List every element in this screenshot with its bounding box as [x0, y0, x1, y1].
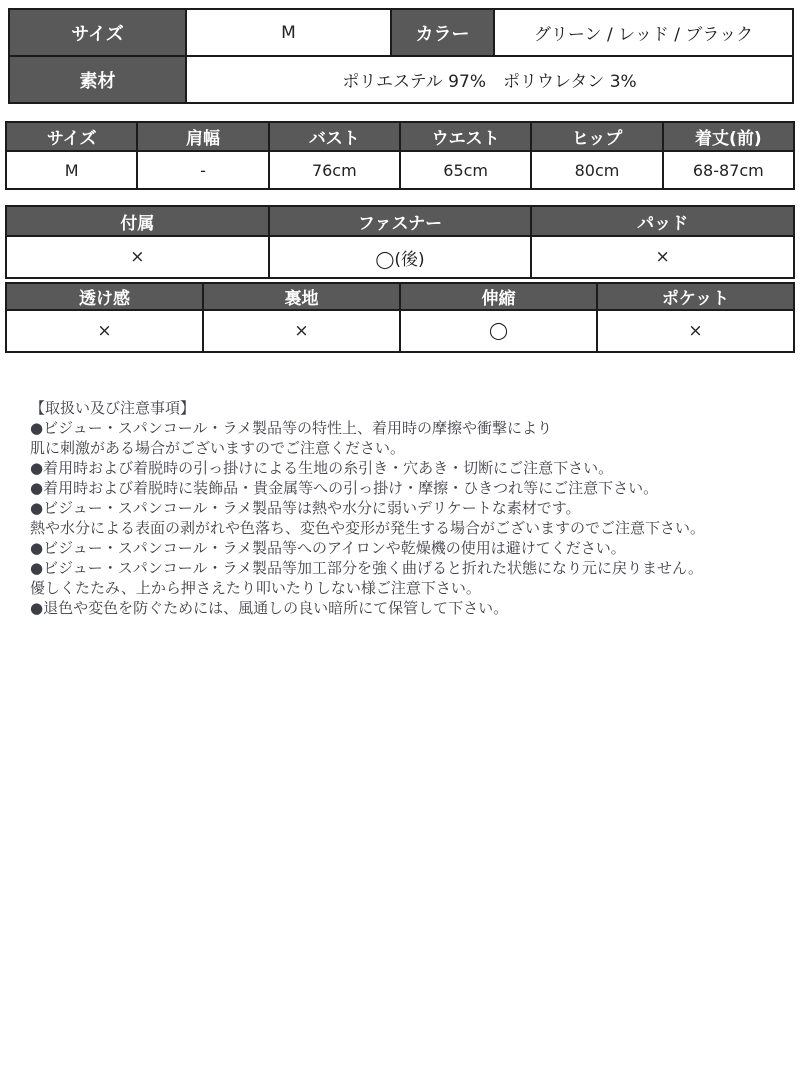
- care-note-line: 肌に刺激がある場合がございますのでご注意ください。: [30, 439, 406, 457]
- measurements-header-shoulder: 肩幅: [137, 122, 268, 151]
- features2-header-row: [6, 283, 794, 310]
- color-label: カラー: [391, 9, 494, 56]
- size-value: M: [186, 9, 391, 56]
- care-notes-title: 【取扱い及び注意事項】: [30, 399, 196, 417]
- material-value: ポリエステル 97% ポリウレタン 3%: [186, 56, 793, 103]
- measurements-value-hip: 80cm: [531, 151, 662, 189]
- features1-header-accessory: 付属: [6, 206, 269, 236]
- features2-header-stretch: 伸縮: [400, 283, 597, 310]
- features1-header-fastener: ファスナー: [269, 206, 532, 236]
- measurements-value-length: 68-87cm: [663, 151, 794, 189]
- care-note-line: ●着用時および着脱時に装飾品・貴金属等への引っ掛け・摩擦・ひきつれ等にご注意下さい。: [30, 479, 659, 497]
- care-note-line: ●退色や変色を防ぐためには、風通しの良い暗所にて保管して下さい。: [30, 599, 509, 617]
- measurements-value-shoulder: -: [137, 151, 268, 189]
- features2-header-pocket: ポケット: [597, 283, 794, 310]
- measurements-table: [5, 121, 795, 190]
- care-note-line: ●ビジュー・スパンコール・ラメ製品等へのアイロンや乾燥機の使用は避けてください。: [30, 539, 626, 557]
- measurements-header-length: 着丈(前): [663, 122, 794, 151]
- measurements-value-row: [6, 151, 794, 189]
- care-note-line: 優しくたたみ、上から押さえたり叩いたりしない様ご注意下さい。: [30, 579, 481, 597]
- features1-header-pad: パッド: [531, 206, 794, 236]
- measurements-value-size: M: [6, 151, 137, 189]
- material-label: 素材: [9, 56, 186, 103]
- features2-value-pocket: ×: [597, 310, 794, 352]
- measurements-value-waist: 65cm: [400, 151, 531, 189]
- size-label: サイズ: [9, 9, 186, 56]
- measurements-header-row: [6, 122, 794, 151]
- care-note-line: ●ビジュー・スパンコール・ラメ製品等加工部分を強く曲げると折れた状態になり元に戻りません。: [30, 559, 703, 577]
- care-notes: [30, 398, 800, 618]
- measurements-header-hip: ヒップ: [531, 122, 662, 151]
- features1-value-fastener: ◯(後): [269, 236, 532, 278]
- measurements-header-bust: バスト: [269, 122, 400, 151]
- features2-header-lining: 裏地: [203, 283, 400, 310]
- measurements-header-size: サイズ: [6, 122, 137, 151]
- measurements-value-bust: 76cm: [269, 151, 400, 189]
- features2-value-row: [6, 310, 794, 352]
- care-note-line: 熱や水分による表面の剥がれや色落ち、変色や変形が発生する場合がございますのでご注意下さい。: [30, 519, 706, 537]
- color-value: グリーン / レッド / ブラック: [494, 9, 793, 56]
- features2-value-sheerness: ×: [6, 310, 203, 352]
- features2-value-lining: ×: [203, 310, 400, 352]
- size-color-material-table: [8, 8, 794, 104]
- features2-header-sheerness: 透け感: [6, 283, 203, 310]
- features2-value-stretch: ◯: [400, 310, 597, 352]
- features1-value-pad: ×: [531, 236, 794, 278]
- features-table-2: [5, 282, 795, 353]
- features-table-1: [5, 205, 795, 279]
- care-note-line: ●ビジュー・スパンコール・ラメ製品等は熱や水分に弱いデリケートな素材です。: [30, 499, 581, 517]
- features1-value-accessory: ×: [6, 236, 269, 278]
- care-note-line: ●ビジュー・スパンコール・ラメ製品等の特性上、着用時の摩擦や衝撃により: [30, 419, 553, 437]
- features1-header-row: [6, 206, 794, 236]
- features1-value-row: [6, 236, 794, 278]
- measurements-header-waist: ウエスト: [400, 122, 531, 151]
- care-note-line: ●着用時および着脱時の引っ掛けによる生地の糸引き・穴あき・切断にご注意下さい。: [30, 459, 614, 477]
